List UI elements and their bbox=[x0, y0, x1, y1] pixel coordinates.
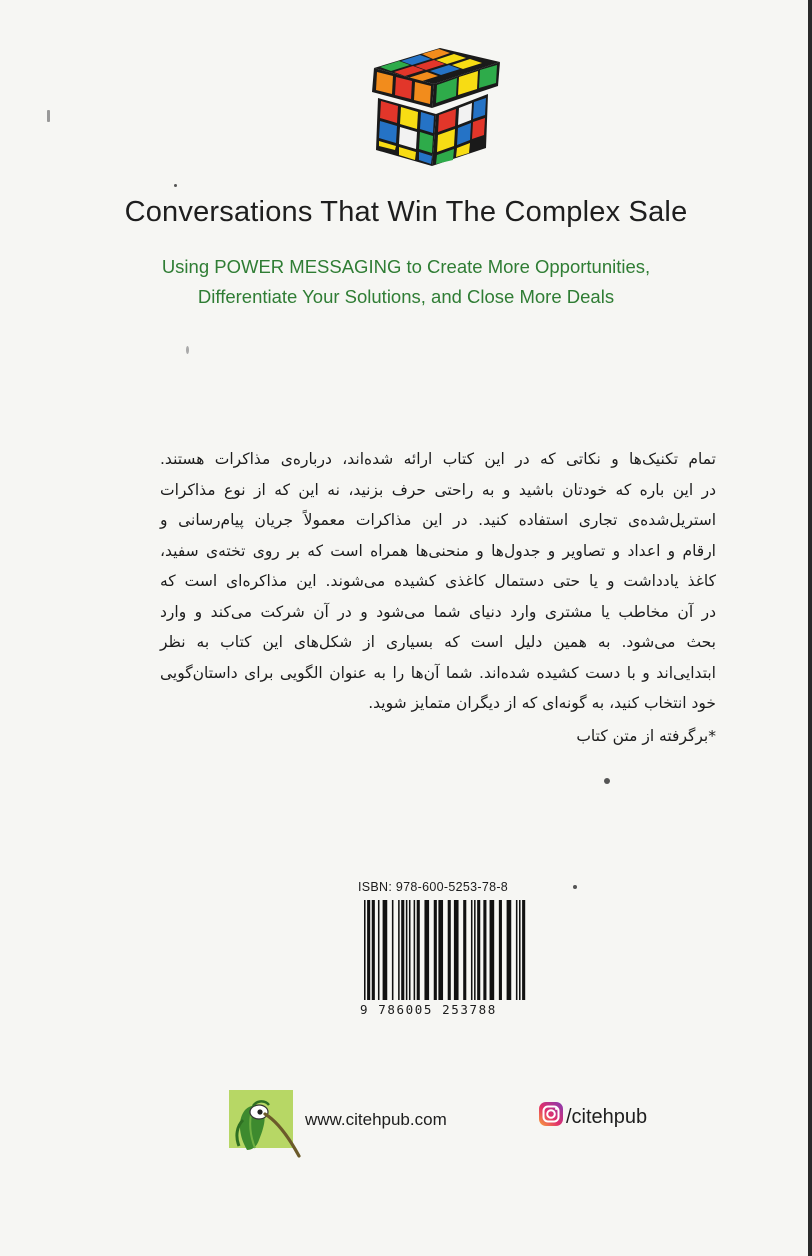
barcode-bar bbox=[490, 900, 495, 1000]
barcode-bar bbox=[383, 900, 388, 1000]
book-title: Conversations That Win The Complex Sale bbox=[124, 196, 688, 228]
blurb-line: ارقام و اعداد و تصاویر و جدول‌ها و منحنی‌ها همراه است که بر روی تخته‌ی سفید، bbox=[160, 541, 716, 560]
scan-speck bbox=[47, 110, 50, 122]
blurb-source: *برگرفته از متن کتاب bbox=[576, 726, 716, 745]
barcode-bar bbox=[424, 900, 429, 1000]
blurb-line: استریل‌شده‌ی تجاری استفاده کنید. در این مذاکرات معمولاً جریان پیام‌رسانی و bbox=[160, 511, 716, 529]
scan-speck bbox=[186, 346, 189, 354]
blurb-line: کاغذ یادداشت و یا حتی دستمال کاغذی کشیده می‌شوند. این مذاکره‌ای است که bbox=[160, 572, 716, 590]
barcode-bar bbox=[454, 900, 459, 1000]
scan-speck bbox=[604, 778, 610, 784]
barcode-digits: 9 786005 253788 bbox=[360, 1002, 497, 1017]
barcode-bar bbox=[507, 900, 512, 1000]
barcode-bar bbox=[434, 900, 437, 1000]
isbn-label: ISBN: 978-600-5253-78-8 bbox=[358, 880, 509, 894]
blurb-line: خود انتخاب کنید، به گونه‌ای که از دیگران متمایز شوید. bbox=[368, 694, 716, 712]
instagram-handle[interactable]: /citehpub bbox=[566, 1106, 648, 1128]
rubiks-cube-icon bbox=[366, 20, 502, 170]
barcode-bar bbox=[414, 900, 416, 1000]
barcode-bar bbox=[364, 900, 366, 1000]
barcode-bar bbox=[438, 900, 443, 1000]
barcode-icon bbox=[362, 900, 528, 1000]
book-subtitle-line-2: Differentiate Your Solutions, and Close More Deals bbox=[197, 286, 615, 307]
book-subtitle-line-1: Using POWER MESSAGING to Create More Opportunities, bbox=[161, 256, 651, 277]
blurb-line: بحث می‌شود. به همین دلیل است که بسیاری از شکل‌های این کتاب به نظر bbox=[160, 633, 716, 651]
barcode-bar bbox=[477, 900, 480, 1000]
barcode-bar bbox=[367, 900, 370, 1000]
barcode-bar bbox=[372, 900, 375, 1000]
barcode-bar bbox=[519, 900, 521, 1000]
barcode-bar bbox=[392, 900, 394, 1000]
scan-speck bbox=[573, 885, 577, 889]
instagram-icon[interactable] bbox=[538, 1101, 564, 1127]
barcode-bar bbox=[483, 900, 486, 1000]
barcode-bar bbox=[474, 900, 476, 1000]
blurb-line: تمام تکنیک‌ها و نکاتی که در این کتاب ارائه شده‌اند، درباره‌ی مذاکرات هستند. bbox=[160, 450, 716, 468]
scan-edge bbox=[808, 0, 812, 1256]
barcode-bar bbox=[378, 900, 380, 1000]
barcode-bar bbox=[409, 900, 411, 1000]
blurb-line: ابتدایی‌اند و با دست کشیده شده‌اند. شما آن‌ها را به عنوان الگویی برای داستان‌گویی bbox=[160, 663, 716, 682]
barcode-bar bbox=[516, 900, 518, 1000]
persian-blurb bbox=[160, 444, 716, 751]
barcode-bar bbox=[522, 900, 525, 1000]
blurb-line: در آن مخاطب یا مشتری وارد دنیای شما می‌شود و در آن شرکت می‌کند و وارد bbox=[160, 602, 716, 621]
barcode-bar bbox=[448, 900, 451, 1000]
barcode-bar bbox=[463, 900, 466, 1000]
publisher-bird-logo bbox=[229, 1090, 303, 1160]
barcode-bar bbox=[499, 900, 502, 1000]
blurb-line: در این باره که خودتان باشید و به راحتی حرف بزنید، نه این که از نوع مذاکرات bbox=[160, 480, 716, 499]
barcode-bar bbox=[406, 900, 408, 1000]
barcode-bar bbox=[417, 900, 420, 1000]
barcode-bar bbox=[471, 900, 473, 1000]
isbn-barcode bbox=[356, 880, 534, 1020]
scan-speck bbox=[174, 184, 177, 187]
barcode-bar bbox=[401, 900, 404, 1000]
publisher-website[interactable]: www.citehpub.com bbox=[305, 1110, 447, 1129]
barcode-bar bbox=[398, 900, 400, 1000]
